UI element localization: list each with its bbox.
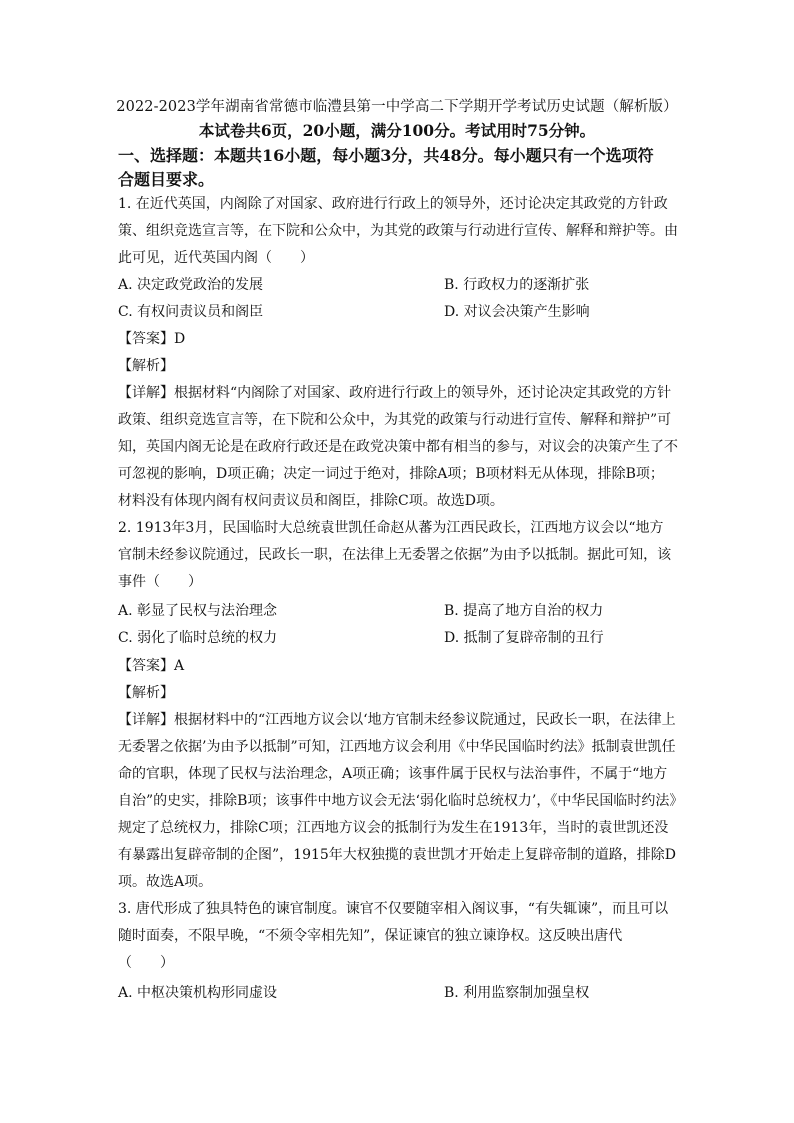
q1-stem-line-2: 策、组织竞选宣言等，在下院和公众中，为其党的政策与行动进行宣传、解释和辩护等。由 <box>118 223 678 239</box>
q2-detail-line-3: 命的官职，体现了民权与法治理念，A项正确；该事件属于民权与法治事件，不属于“地方 <box>118 766 668 782</box>
q3-stem-line-1: 3. 唐代形成了独具特色的谏官制度。谏官不仅要随宰相入阁议事，“有失辄谏”，而且可以 <box>118 901 669 917</box>
q2-detail-line-7: 项。故选A项。 <box>118 874 213 890</box>
q2-detail-text-1: 根据材料中的“江西地方议会以‘地方官制未经参议院通过，民政长一职，在法律上 <box>174 712 676 728</box>
q3-option-a: A. 中枢决策机构形同虚设 <box>118 985 278 1001</box>
q1-analysis-tag: 【解析】 <box>118 358 174 374</box>
q1-option-a: A. 决定政党政治的发展 <box>118 277 264 293</box>
q2-analysis-tag: 【解析】 <box>118 685 174 701</box>
q1-answer-tag: 【答案】 <box>118 331 174 347</box>
section-heading-line-2: 合题目要求。 <box>118 170 215 189</box>
q2-option-a: A. 彰显了民权与法治理念 <box>118 603 278 619</box>
q2-stem-line-1: 2. 1913年3月，民国临时大总统袁世凯任命赵从蕃为江西民政长，江西地方议会以“地方 <box>118 520 664 536</box>
q2-detail-tag: 【详解】 <box>118 712 174 728</box>
q1-stem-line-3: 此可见，近代英国内阁（ ） <box>118 250 314 266</box>
q2-option-c: C. 弱化了临时总统的权力 <box>118 630 278 646</box>
q1-detail-line-1 <box>118 382 671 402</box>
q2-detail-line-2: 无委署之依据’为由予以抵制”可知，江西地方议会利用《中华民国临时约法》抵制袁世凯任 <box>118 739 676 755</box>
document-title: 2022-2023学年湖南省常德市临澧县第一中学高二下学期开学考试历史试题（解析版） <box>116 99 678 115</box>
q1-stem-line-1: 1. 在近代英国，内阁除了对国家、政府进行行政上的领导外，还讨论决定其政党的方针政 <box>118 196 668 212</box>
q2-detail-line-1 <box>118 709 676 729</box>
q2-answer-value: A <box>174 658 185 674</box>
q1-detail-line-3: 知，英国内阁无论是在政府行政还是在政党决策中都有相当的参与，对议会的决策产生了不 <box>118 439 678 455</box>
document-subtitle: 本试卷共6页，20小题，满分100分。考试用时75分钟。 <box>198 121 596 140</box>
q2-option-d: D. 抵制了复辟帝制的丑行 <box>444 630 604 646</box>
q2-answer-tag: 【答案】 <box>118 658 174 674</box>
q2-option-b: B. 提高了地方自治的权力 <box>444 603 604 619</box>
q2-stem-line-3: 事件（ ） <box>118 574 202 590</box>
q1-option-b: B. 行政权力的逐渐扩张 <box>444 277 590 293</box>
q3-option-b: B. 利用监察制加强皇权 <box>444 985 590 1001</box>
q1-detail-tag: 【详解】 <box>118 385 174 401</box>
q2-stem-line-2: 官制未经参议院通过，民政长一职，在法律上无委署之依据”为由予以抵制。据此可知，该 <box>118 547 672 563</box>
q2-detail-line-5: 规定了总统权力，排除C项；江西地方议会的抵制行为发生在1913年，当时的袁世凯还没 <box>118 820 669 836</box>
q2-detail-line-6: 有暴露出复辟帝制的企图”，1915年大权独揽的袁世凯才开始走上复辟帝制的道路，排除D <box>118 847 677 863</box>
q1-detail-text-1: 根据材料“内阁除了对国家、政府进行行政上的领导外，还讨论决定其政党的方针 <box>174 385 672 401</box>
q1-answer <box>118 328 185 348</box>
q1-detail-line-5: 材料没有体现内阁有权问责议员和阁臣，排除C项。故选D项。 <box>118 493 504 509</box>
section-heading <box>118 144 678 192</box>
q1-detail-line-2: 政策、组织竞选宣言等，在下院和公众中，为其党的政策与行动进行宣传、解释和辩护”可 <box>118 412 672 428</box>
q2-detail-line-4: 自治”的史实，排除B项；该事件中地方议会无法‘弱化临时总统权力’，《中华民国临时约法》 <box>118 793 684 809</box>
q2-answer <box>118 655 184 675</box>
q1-answer-value: D <box>174 331 186 347</box>
q1-option-d: D. 对议会决策产生影响 <box>444 304 590 320</box>
q3-stem-line-3: （ ） <box>118 955 174 971</box>
q3-stem-line-2: 随时面奏，不限早晚，“不须令宰相先知”，保证谏官的独立谏诤权。这反映出唐代 <box>118 928 623 944</box>
section-heading-line-1: 一、选择题：本题共16小题，每小题3分，共48分。每小题只有一个选项符 <box>118 146 654 165</box>
q1-option-c: C. 有权问责议员和阁臣 <box>118 304 264 320</box>
q1-detail-line-4: 可忽视的影响，D项正确；决定一词过于绝对，排除A项；B项材料无从体现，排除B项； <box>118 466 664 482</box>
